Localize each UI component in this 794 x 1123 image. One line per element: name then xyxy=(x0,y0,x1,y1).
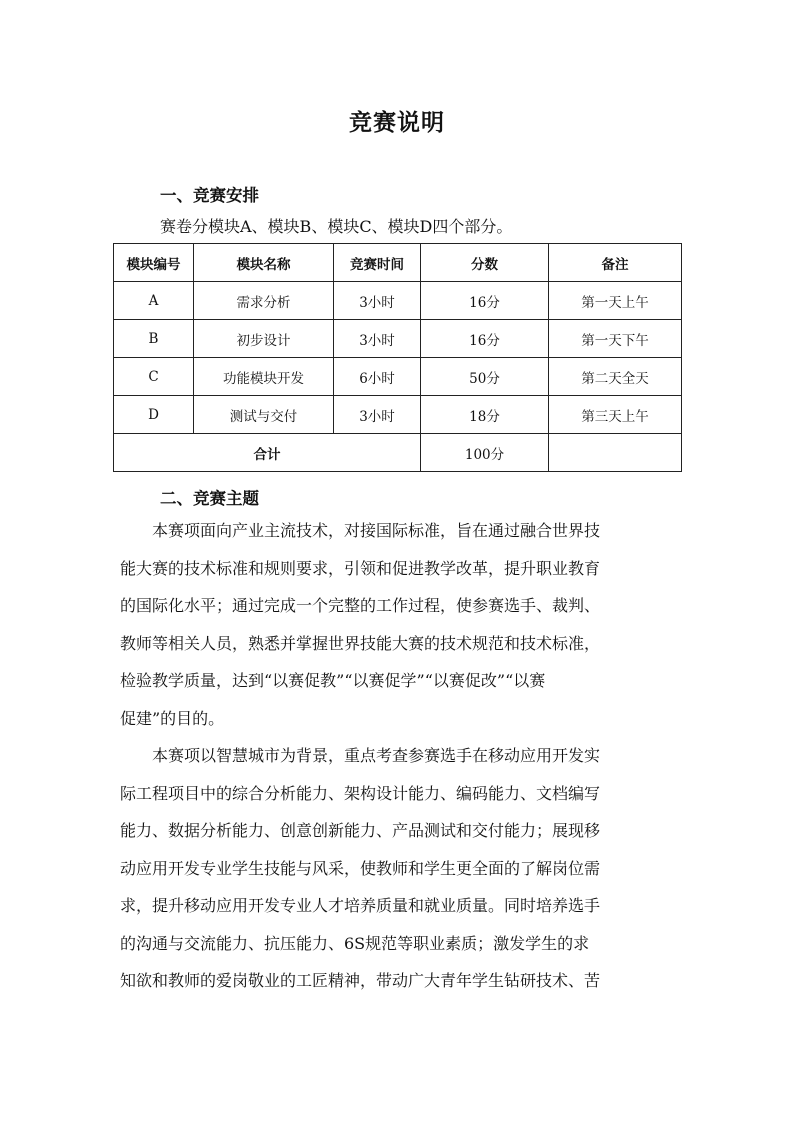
cell-total-label: 合计 xyxy=(114,434,421,472)
paragraph-line: 教师等相关人员，熟悉并掌握世界技能大赛的技术规范和技术标准， xyxy=(120,633,601,653)
header-module-name: 模块名称 xyxy=(194,244,334,282)
cell-duration: 3小时 xyxy=(334,282,421,320)
cell-note: 第三天上午 xyxy=(549,396,682,434)
cell-total-value: 100分 xyxy=(421,434,549,472)
cell-note: 第一天下午 xyxy=(549,320,682,358)
intro-text: 赛卷分模块A、模块B、模块C、模块D四个部分。 xyxy=(160,217,513,236)
table-row xyxy=(114,320,682,358)
paragraph-line: 动应用开发专业学生技能与风采，使教师和学生更全面的了解岗位需 xyxy=(120,858,601,878)
table-row xyxy=(114,396,682,434)
paragraph-2 xyxy=(120,737,678,1000)
cell-score: 16分 xyxy=(421,282,549,320)
cell-module-name: 功能模块开发 xyxy=(194,358,334,396)
cell-total-note xyxy=(549,434,682,472)
cell-module-name: 初步设计 xyxy=(194,320,334,358)
paragraph-line: 际工程项目中的综合分析能力、架构设计能力、编码能力、文档编写 xyxy=(120,783,601,803)
header-module-id: 模块编号 xyxy=(114,244,194,282)
table-total-row xyxy=(114,434,682,472)
header-duration: 竞赛时间 xyxy=(334,244,421,282)
cell-module-name: 测试与交付 xyxy=(194,396,334,434)
paragraph-line: 本赛项面向产业主流技术，对接国际标准，旨在通过融合世界技 xyxy=(152,521,601,540)
paragraph-line: 的沟通与交流能力、抗压能力、6S规范等职业素质；激发学生的求 xyxy=(120,933,590,953)
header-note: 备注 xyxy=(549,244,682,282)
cell-module-id: D xyxy=(114,396,194,434)
cell-duration: 3小时 xyxy=(334,320,421,358)
paragraph-line: 的国际化水平；通过完成一个完整的工作过程，使参赛选手、裁判、 xyxy=(120,596,601,615)
paragraph-line: 求，提升移动应用开发专业人才培养质量和就业质量。同时培养选手 xyxy=(120,896,601,915)
cell-note: 第一天上午 xyxy=(549,282,682,320)
paragraph-line: 检验教学质量，达到“以赛促教”“以赛促学”“以赛促改”“以赛 xyxy=(120,671,546,690)
section-heading-arrangement: 一、竞赛安排 xyxy=(160,186,259,205)
header-score: 分数 xyxy=(421,244,549,282)
cell-module-id: A xyxy=(114,282,194,320)
cell-score: 50分 xyxy=(421,358,549,396)
cell-score: 18分 xyxy=(421,396,549,434)
paragraph-line: 能大赛的技术标准和规则要求，引领和促进教学改革，提升职业教育 xyxy=(120,558,601,578)
paragraph-line: 促建”的目的。 xyxy=(120,708,225,728)
cell-module-id: C xyxy=(114,358,194,396)
cell-score: 16分 xyxy=(421,320,549,358)
table-header-row xyxy=(114,244,682,282)
cell-module-name: 需求分析 xyxy=(194,282,334,320)
paragraph-line: 知欲和教师的爱岗敬业的工匠精神，带动广大青年学生钻研技术、苦 xyxy=(120,971,601,990)
cell-duration: 3小时 xyxy=(334,396,421,434)
paragraph-line: 能力、数据分析能力、创意创新能力、产品测试和交付能力；展现移 xyxy=(120,821,601,840)
paragraph-line: 本赛项以智慧城市为背景，重点考查参赛选手在移动应用开发实 xyxy=(152,746,601,765)
table-row xyxy=(114,282,682,320)
cell-note: 第二天全天 xyxy=(549,358,682,396)
cell-module-id: B xyxy=(114,320,194,358)
table-row xyxy=(114,358,682,396)
module-table xyxy=(113,243,682,472)
page-title: 竞赛说明 xyxy=(349,109,445,136)
paragraph-1 xyxy=(120,512,678,737)
cell-duration: 6小时 xyxy=(334,358,421,396)
section-heading-theme: 二、竞赛主题 xyxy=(160,489,259,508)
